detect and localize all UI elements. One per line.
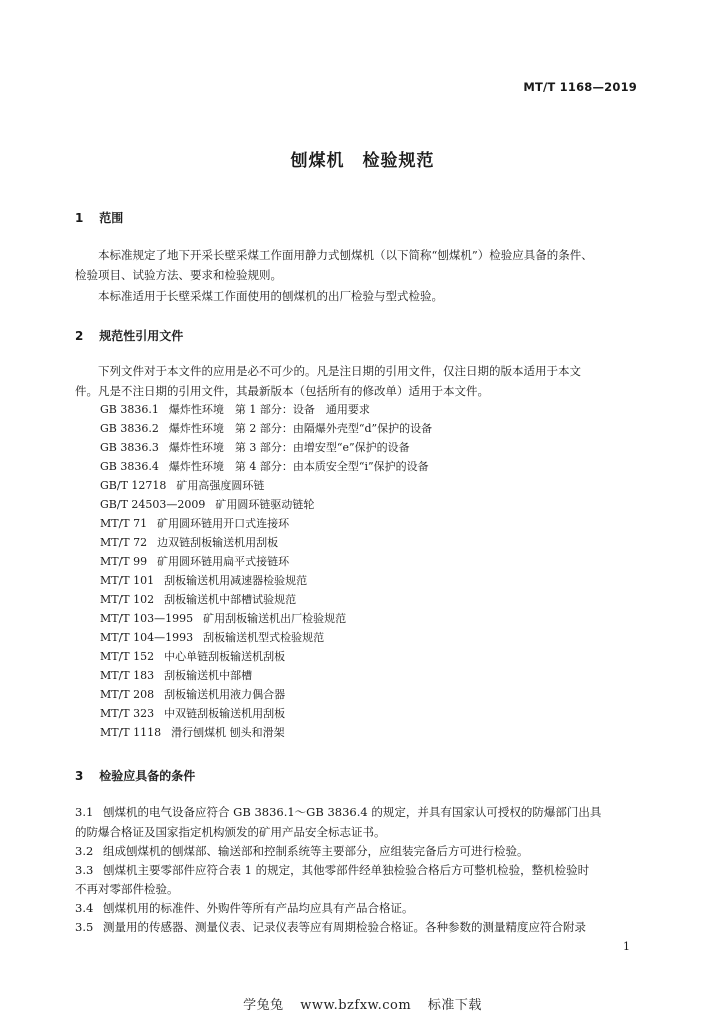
paragraph-line: 检验项目、试验方法、要求和检验规则。 bbox=[75, 268, 282, 282]
reference-item bbox=[100, 705, 285, 723]
clause-number: 3.1 bbox=[75, 805, 94, 819]
reference-code: GB 3836.3 bbox=[100, 441, 159, 454]
reference-title: 滑行刨煤机 刨头和滑架 bbox=[171, 726, 285, 739]
reference-item bbox=[100, 420, 432, 438]
clause-item bbox=[75, 860, 589, 880]
section-heading-conditions bbox=[75, 767, 195, 784]
clause-text: 组成刨煤机的刨煤部、输送部和控制系统等主要部分，应组装完备后方可进行检验。 bbox=[103, 844, 529, 858]
reference-item bbox=[100, 439, 410, 457]
reference-code: MT/T 99 bbox=[100, 555, 148, 568]
clause-item bbox=[75, 802, 601, 822]
reference-title: 边双链刮板输送机用刮板 bbox=[157, 536, 279, 549]
clause-number: 3.5 bbox=[75, 920, 94, 934]
reference-code: GB 3836.1 bbox=[100, 403, 159, 416]
clause-text: 测量用的传感器、测量仪表、记录仪表等应有周期检验合格证。各种参数的测量精度应符合附录 bbox=[103, 920, 586, 934]
reference-item bbox=[100, 496, 314, 514]
clause-continuation: 不再对零部件检验。 bbox=[75, 882, 179, 896]
reference-code: MT/T 101 bbox=[100, 574, 155, 587]
clause-text: 刨煤机的电气设备应符合 GB 3836.1～GB 3836.4 的规定，并具有国家认可授权的防爆部门出具 bbox=[103, 805, 602, 819]
clause-item bbox=[75, 917, 586, 937]
section-number: 2 bbox=[75, 329, 84, 343]
paragraph-line: 下列文件对于本文件的应用是必不可少的。凡是注日期的引用文件，仅注日期的版本适用于本文 bbox=[75, 364, 581, 378]
reference-code: MT/T 71 bbox=[100, 517, 148, 530]
reference-title: 刮板输送机中部槽 bbox=[164, 669, 253, 682]
reference-title: 爆炸性环境 第 2 部分：由隔爆外壳型“d”保护的设备 bbox=[168, 422, 433, 435]
page-number: 1 bbox=[623, 940, 630, 953]
footer-watermark bbox=[0, 994, 725, 1013]
reference-code: GB/T 24503—2009 bbox=[100, 498, 206, 511]
paragraph-line: 本标准规定了地下开采长壁采煤工作面用静力式刨煤机（以下简称“刨煤机”）检验应具备的条件、 bbox=[75, 248, 593, 262]
section-title: 规范性引用文件 bbox=[99, 329, 184, 343]
section-title: 范围 bbox=[99, 211, 124, 225]
reference-code: MT/T 72 bbox=[100, 536, 148, 549]
reference-item bbox=[100, 724, 285, 742]
reference-item bbox=[100, 686, 285, 704]
reference-title: 刮板输送机用减速器检验规范 bbox=[164, 574, 308, 587]
standard-code: MT/T 1168—2019 bbox=[523, 80, 637, 94]
reference-title: 矿用圆环链用开口式连接环 bbox=[157, 517, 290, 530]
reference-title: 刮板输送机用液力偶合器 bbox=[164, 688, 286, 701]
section-heading-references bbox=[75, 327, 183, 344]
watermark-brand: 学兔兔 bbox=[243, 998, 284, 1013]
reference-title: 矿用圆环链驱动链轮 bbox=[215, 498, 315, 511]
reference-item bbox=[100, 553, 289, 571]
reference-title: 中双链刮板输送机用刮板 bbox=[164, 707, 286, 720]
paragraph-line: 本标准适用于长壁采煤工作面使用的刨煤机的出厂检验与型式检验。 bbox=[75, 289, 443, 303]
reference-title: 中心单链刮板输送机刮板 bbox=[164, 650, 286, 663]
reference-item bbox=[100, 610, 346, 628]
clause-item bbox=[75, 841, 529, 861]
reference-code: MT/T 1118 bbox=[100, 726, 162, 739]
reference-title: 刮板输送机型式检验规范 bbox=[203, 631, 325, 644]
reference-title: 爆炸性环境 第 3 部分：由增安型“e”保护的设备 bbox=[168, 441, 410, 454]
reference-title: 矿用刮板输送机出厂检验规范 bbox=[203, 612, 347, 625]
reference-item bbox=[100, 534, 278, 552]
section-heading-scope bbox=[75, 209, 123, 226]
reference-title: 矿用高强度圆环链 bbox=[176, 479, 265, 492]
reference-item bbox=[100, 667, 252, 685]
reference-item bbox=[100, 515, 289, 533]
section-title: 检验应具备的条件 bbox=[99, 769, 196, 783]
reference-item bbox=[100, 591, 296, 609]
reference-item bbox=[100, 572, 307, 590]
reference-code: GB/T 12718 bbox=[100, 479, 167, 492]
clause-text: 刨煤机用的标准件、外购件等所有产品均应具有产品合格证。 bbox=[103, 901, 414, 915]
clause-continuation: 的防爆合格证及国家指定机构颁发的矿用产品安全标志证书。 bbox=[75, 825, 386, 839]
paragraph-line: 件。凡是不注日期的引用文件，其最新版本（包括所有的修改单）适用于本文件。 bbox=[75, 384, 489, 398]
document-title: 刨煤机 检验规范 bbox=[290, 151, 435, 171]
watermark-label: 标准下载 bbox=[427, 998, 482, 1013]
reference-item bbox=[100, 477, 264, 495]
reference-item bbox=[100, 401, 370, 419]
section-number: 3 bbox=[75, 769, 84, 783]
watermark-url[interactable]: www.bzfxw.com bbox=[300, 998, 412, 1013]
reference-item bbox=[100, 458, 429, 476]
reference-code: MT/T 208 bbox=[100, 688, 155, 701]
reference-code: MT/T 103—1995 bbox=[100, 612, 194, 625]
reference-title: 爆炸性环境 第 4 部分：由本质安全型“i”保护的设备 bbox=[168, 460, 429, 473]
reference-title: 刮板输送机中部槽试验规范 bbox=[164, 593, 297, 606]
reference-code: MT/T 323 bbox=[100, 707, 155, 720]
reference-item bbox=[100, 648, 285, 666]
reference-code: GB 3836.2 bbox=[100, 422, 159, 435]
clause-number: 3.3 bbox=[75, 863, 94, 877]
reference-title: 矿用圆环链用扁平式接链环 bbox=[157, 555, 290, 568]
reference-code: GB 3836.4 bbox=[100, 460, 159, 473]
reference-code: MT/T 152 bbox=[100, 650, 155, 663]
reference-item bbox=[100, 629, 324, 647]
clause-number: 3.4 bbox=[75, 901, 94, 915]
reference-code: MT/T 102 bbox=[100, 593, 155, 606]
section-number: 1 bbox=[75, 211, 84, 225]
clause-number: 3.2 bbox=[75, 844, 94, 858]
reference-code: MT/T 104—1993 bbox=[100, 631, 194, 644]
clause-item bbox=[75, 898, 414, 918]
reference-code: MT/T 183 bbox=[100, 669, 155, 682]
reference-title: 爆炸性环境 第 1 部分：设备 通用要求 bbox=[168, 403, 370, 416]
clause-text: 刨煤机主要零部件应符合表 1 的规定，其他零部件经单独检验合格后方可整机检验，整机检验时 bbox=[103, 863, 590, 877]
